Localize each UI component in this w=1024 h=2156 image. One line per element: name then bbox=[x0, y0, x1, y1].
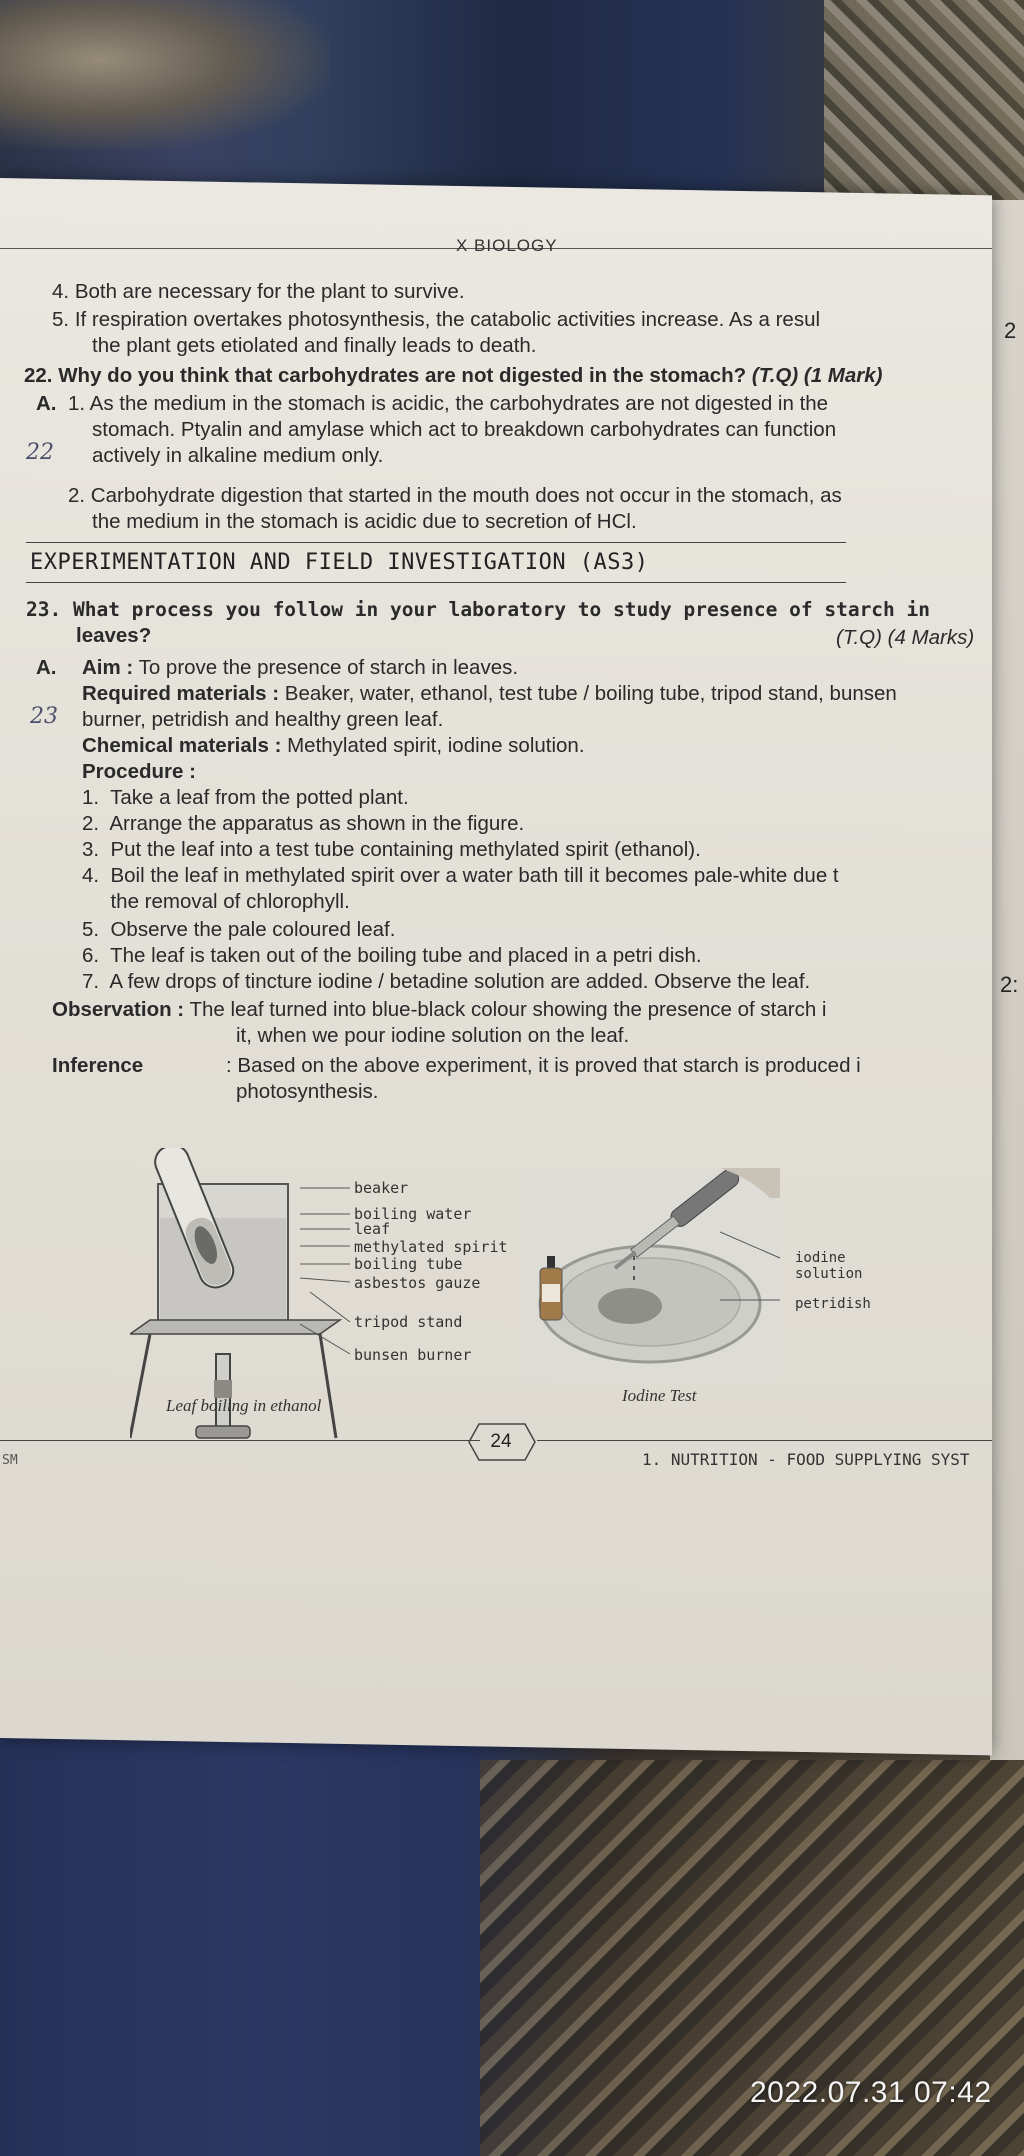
figure1-caption: Leaf boiling in ethanol bbox=[166, 1396, 322, 1415]
footer-rule-right bbox=[537, 1440, 992, 1441]
marks-label: (T.Q) (1 Mark) bbox=[751, 364, 883, 387]
figure2-leaders bbox=[720, 1228, 790, 1308]
chemical-label: Chemical materials : bbox=[82, 734, 282, 757]
procedure-step: 3. Put the leaf into a test tube containing methylated spirit (ethanol). bbox=[82, 838, 701, 861]
procedure-step: the removal of chlorophyll. bbox=[82, 890, 350, 913]
section-rule-bottom bbox=[26, 582, 846, 583]
question-number: 22. bbox=[24, 364, 53, 387]
figure-label: tripod stand bbox=[354, 1313, 463, 1331]
procedure-step: 2. Arrange the apparatus as shown in the figure. bbox=[82, 812, 525, 835]
procedure-heading: Procedure : bbox=[82, 760, 196, 783]
answer-22-2-line-1: 2. Carbohydrate digestion that started in the mouth does not occur in the stomach, as bbox=[68, 484, 842, 507]
required-text: Beaker, water, ethanol, test tube / boiling tube, tripod stand, bunsen bbox=[284, 682, 897, 705]
footer-rule-left bbox=[0, 1440, 480, 1441]
tripod-leg bbox=[130, 1334, 150, 1438]
figure-label: boiling water bbox=[354, 1205, 472, 1223]
answer-22-1-line-3: actively in alkaline medium only. bbox=[92, 444, 384, 467]
observation-text: The leaf turned into blue-black colour showing the presence of starch i bbox=[189, 998, 827, 1021]
aim-line bbox=[82, 656, 518, 680]
leaf-in-dish bbox=[598, 1288, 662, 1324]
item-number: 4. bbox=[52, 280, 70, 303]
figure-label: leaf bbox=[354, 1220, 391, 1238]
item-5-continuation: the plant gets etiolated and finally leads to death. bbox=[92, 334, 537, 357]
figure-label: bunsen burner bbox=[354, 1346, 472, 1364]
next-page-margin-mark: 2 bbox=[1004, 318, 1017, 343]
question-23 bbox=[26, 598, 930, 622]
procedure-step: 6. The leaf is taken out of the boiling tube and placed in a petri dish. bbox=[82, 944, 702, 967]
item-text: Both are necessary for the plant to survive. bbox=[74, 280, 465, 303]
question-text: Why do you think that carbohydrates are not digested in the stomach? bbox=[58, 364, 747, 387]
textbook-page bbox=[0, 178, 992, 1755]
item-5 bbox=[52, 308, 820, 332]
chemical-text: Methylated spirit, iodine solution. bbox=[287, 734, 585, 757]
pencil-note-23: 23 bbox=[30, 704, 58, 729]
pencil-note-22: 22 bbox=[26, 440, 54, 465]
page-number: 24 bbox=[490, 1431, 512, 1452]
question-23-continuation: leaves? bbox=[76, 624, 152, 647]
aim-label: Aim : bbox=[82, 656, 134, 679]
figure2-caption: Iodine Test bbox=[622, 1386, 697, 1405]
figure1-leaders bbox=[300, 1174, 360, 1394]
procedure-step: 5. Observe the pale coloured leaf. bbox=[82, 918, 396, 941]
question-number: 23. bbox=[26, 598, 62, 621]
section-heading: EXPERIMENTATION AND FIELD INVESTIGATION (AS3) bbox=[30, 550, 649, 575]
aim-text: To prove the presence of starch in leaves. bbox=[138, 656, 519, 679]
figure-label: solution bbox=[795, 1266, 863, 1282]
item-text: If respiration overtakes photosynthesis, the catabolic activities increase. As a resul bbox=[74, 308, 821, 331]
observation-cont: it, when we pour iodine solution on the leaf. bbox=[236, 1024, 630, 1047]
procedure-step: 4. Boil the leaf in methylated spirit over a water bath till it becomes pale-white due t bbox=[82, 864, 839, 887]
question-text: What process you follow in your laboratory to study presence of starch in bbox=[72, 598, 931, 621]
page-header: X BIOLOGY bbox=[456, 236, 558, 255]
iodine-bottle bbox=[538, 1256, 564, 1322]
inference-text: : Based on the above experiment, it is proved that starch is produced i bbox=[226, 1054, 861, 1077]
observation-label: Observation : bbox=[52, 998, 185, 1021]
answer-label: A. bbox=[36, 656, 57, 679]
item-4 bbox=[52, 280, 465, 304]
section-rule-top bbox=[26, 542, 846, 543]
item-number: 5. bbox=[52, 308, 70, 331]
answer-22-1-line-2: stomach. Ptyalin and amylase which act to breakdown carbohydrates can function bbox=[92, 418, 837, 441]
figure-label: boiling tube bbox=[354, 1255, 463, 1273]
procedure-step: 1. Take a leaf from the potted plant. bbox=[82, 786, 409, 809]
figure-label: methylated spirit bbox=[354, 1238, 508, 1256]
answer-label: A. bbox=[36, 392, 57, 415]
photo-timestamp: 2022.07.31 07:42 bbox=[750, 2076, 992, 2109]
inference-label: Inference bbox=[52, 1054, 144, 1077]
required-materials bbox=[82, 682, 897, 706]
marks-label-23: (T.Q) (4 Marks) bbox=[836, 626, 975, 649]
inference-cont: photosynthesis. bbox=[236, 1080, 379, 1103]
answer-22-1-line-1: 1. As the medium in the stomach is acidic, the carbohydrates are not digested in the bbox=[68, 392, 829, 415]
procedure-step: 7. A few drops of tincture iodine / betadine solution are added. Observe the leaf. bbox=[82, 970, 811, 993]
question-22 bbox=[24, 364, 883, 388]
chemical-materials bbox=[82, 734, 585, 758]
figure-label: iodine bbox=[795, 1250, 846, 1266]
required-materials-cont: burner, petridish and healthy green leaf. bbox=[82, 708, 444, 731]
background-cloth-left bbox=[0, 0, 330, 150]
required-label: Required materials : bbox=[82, 682, 280, 705]
figure-label: asbestos gauze bbox=[354, 1274, 481, 1292]
next-page-margin-mark: 2: bbox=[1000, 972, 1019, 997]
answer-22-2-line-2: the medium in the stomach is acidic due to secretion of HCl. bbox=[92, 510, 637, 533]
figure-label: beaker bbox=[354, 1179, 409, 1197]
figure-label: petridish bbox=[795, 1296, 871, 1312]
footer-left-mark: SM bbox=[2, 1453, 18, 1468]
observation-line bbox=[52, 998, 826, 1022]
chapter-footer: 1. NUTRITION - FOOD SUPPLYING SYST bbox=[642, 1450, 970, 1469]
